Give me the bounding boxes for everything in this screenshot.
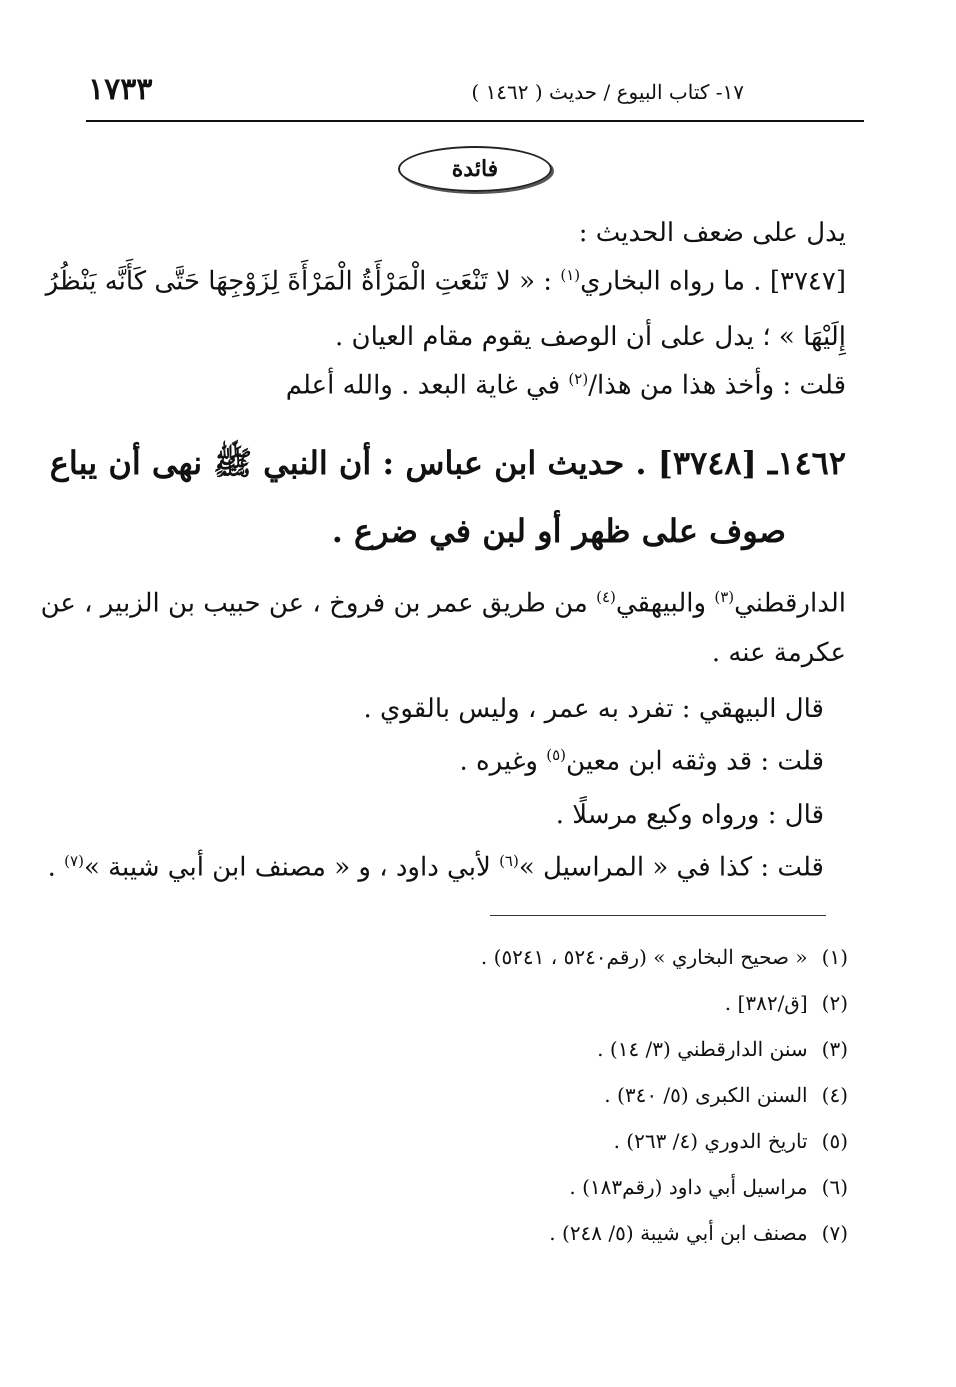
badge-label: فائدة <box>451 156 499 182</box>
footnote <box>100 1037 848 1083</box>
text-span: في غاية البعد . والله أعلم <box>285 370 569 401</box>
footnote-number: (٧) <box>821 1221 848 1245</box>
footnote-ref[interactable]: (٣) <box>714 588 735 606</box>
text-span: . <box>47 852 65 883</box>
footnote-number: (٢) <box>821 991 848 1015</box>
footnote-number: (٤) <box>821 1083 848 1107</box>
text-span: وغيره . <box>459 746 547 777</box>
footnote-text: السنن الكبرى (٥/ ٣٤٠) . <box>604 1083 808 1107</box>
text-span: قال البيهقي : تفرد به عمر ، وليس بالقوي . <box>363 694 824 724</box>
text-span: قلت : كذا في « المراسيل » <box>518 852 824 883</box>
text-span: صوف على ظهر أو لبن في ضرع . <box>331 512 786 550</box>
running-title: ١٧- كتاب البيوع / حديث ( ١٤٦٢ ) <box>471 80 744 104</box>
footnote <box>100 945 848 991</box>
paragraph-line <box>41 588 846 619</box>
footnote <box>100 1083 848 1129</box>
page-number: ١٧٣٣ <box>88 72 153 107</box>
paragraph-line <box>556 800 824 830</box>
footnote-ref[interactable]: (٦) <box>499 852 519 870</box>
footnote-text: [ق/٣٨٢] . <box>724 991 808 1015</box>
text-span: قلت : وأخذ هذا من هذا/ <box>588 370 846 401</box>
text-span: : « لا تَنْعَتِ الْمَرْأَةُ الْمَرْأَةَ لِزَوْجِهَا حَتَّى كَأَنَّه يَنْظُرُ <box>45 266 561 297</box>
footnote <box>100 1221 848 1267</box>
footnote-number: (٥) <box>821 1129 848 1153</box>
paragraph-line <box>46 266 846 297</box>
footnote-rule <box>490 915 826 916</box>
text-span: عكرمة عنه . <box>711 638 846 668</box>
footnote-text: تاريخ الدوري (٤/ ٢٦٣) . <box>613 1129 808 1153</box>
footnote-number: (١) <box>821 945 848 969</box>
footnote <box>100 1175 848 1221</box>
footnote <box>100 991 848 1037</box>
text-span: يدل على ضعف الحديث : <box>578 218 846 248</box>
text-span: قلت : قد وثقه ابن معين <box>566 746 824 777</box>
footnote-ref[interactable]: (١) <box>560 266 581 284</box>
footnotes <box>100 945 848 1267</box>
paragraph-line <box>286 370 846 401</box>
text-span: ١٤٦٢ـ [٣٧٤٨] . حديث ابن عباس : أن النبي ﷺ نهى أن يباع <box>49 444 846 482</box>
footnote <box>100 1129 848 1175</box>
text-span: إِلَيْهَا » ؛ يدل على أن الوصف يقوم مقام العيان . <box>335 322 846 352</box>
footnote-ref[interactable]: (٥) <box>546 746 567 764</box>
footnote-ref[interactable]: (٢) <box>568 370 589 388</box>
footnote-ref[interactable]: (٤) <box>596 588 616 606</box>
paragraph-line <box>335 322 846 352</box>
paragraph-line <box>459 746 824 777</box>
hadith-heading-line <box>332 512 786 550</box>
paragraph-line <box>579 218 846 248</box>
footnote-text: مراسيل أبي داود (رقم١٨٣) . <box>569 1175 808 1199</box>
footnote-ref[interactable]: (٧) <box>64 852 84 870</box>
main-text <box>40 0 846 900</box>
footnote-text: سنن الدارقطني (٣/ ١٤) . <box>597 1037 808 1061</box>
text-span: من طريق عمر بن فروخ ، عن حبيب بن الزبير ، عن <box>40 588 597 619</box>
text-span: الدارقطني <box>734 588 846 619</box>
text-span: والبيهقي <box>615 588 715 619</box>
paragraph-line <box>48 852 824 883</box>
text-span: [٣٧٤٧] . ما رواه البخاري <box>580 266 846 297</box>
paragraph-line <box>363 694 824 724</box>
text-span: لأبي داود ، و « مصنف ابن أبي شيبة » <box>83 852 500 883</box>
hadith-heading-line <box>50 444 846 490</box>
footnote-text: مصنف ابن أبي شيبة (٥/ ٢٤٨) . <box>549 1221 808 1245</box>
footnote-number: (٦) <box>821 1175 848 1199</box>
text-span: قال : ورواه وكيع مرسلًا . <box>555 800 824 830</box>
footnote-number: (٣) <box>821 1037 848 1061</box>
footnote-text: « صحيح البخاري » (رقم٥٢٤٠ ، ٥٢٤١) . <box>480 945 808 969</box>
paragraph-line <box>712 638 846 668</box>
